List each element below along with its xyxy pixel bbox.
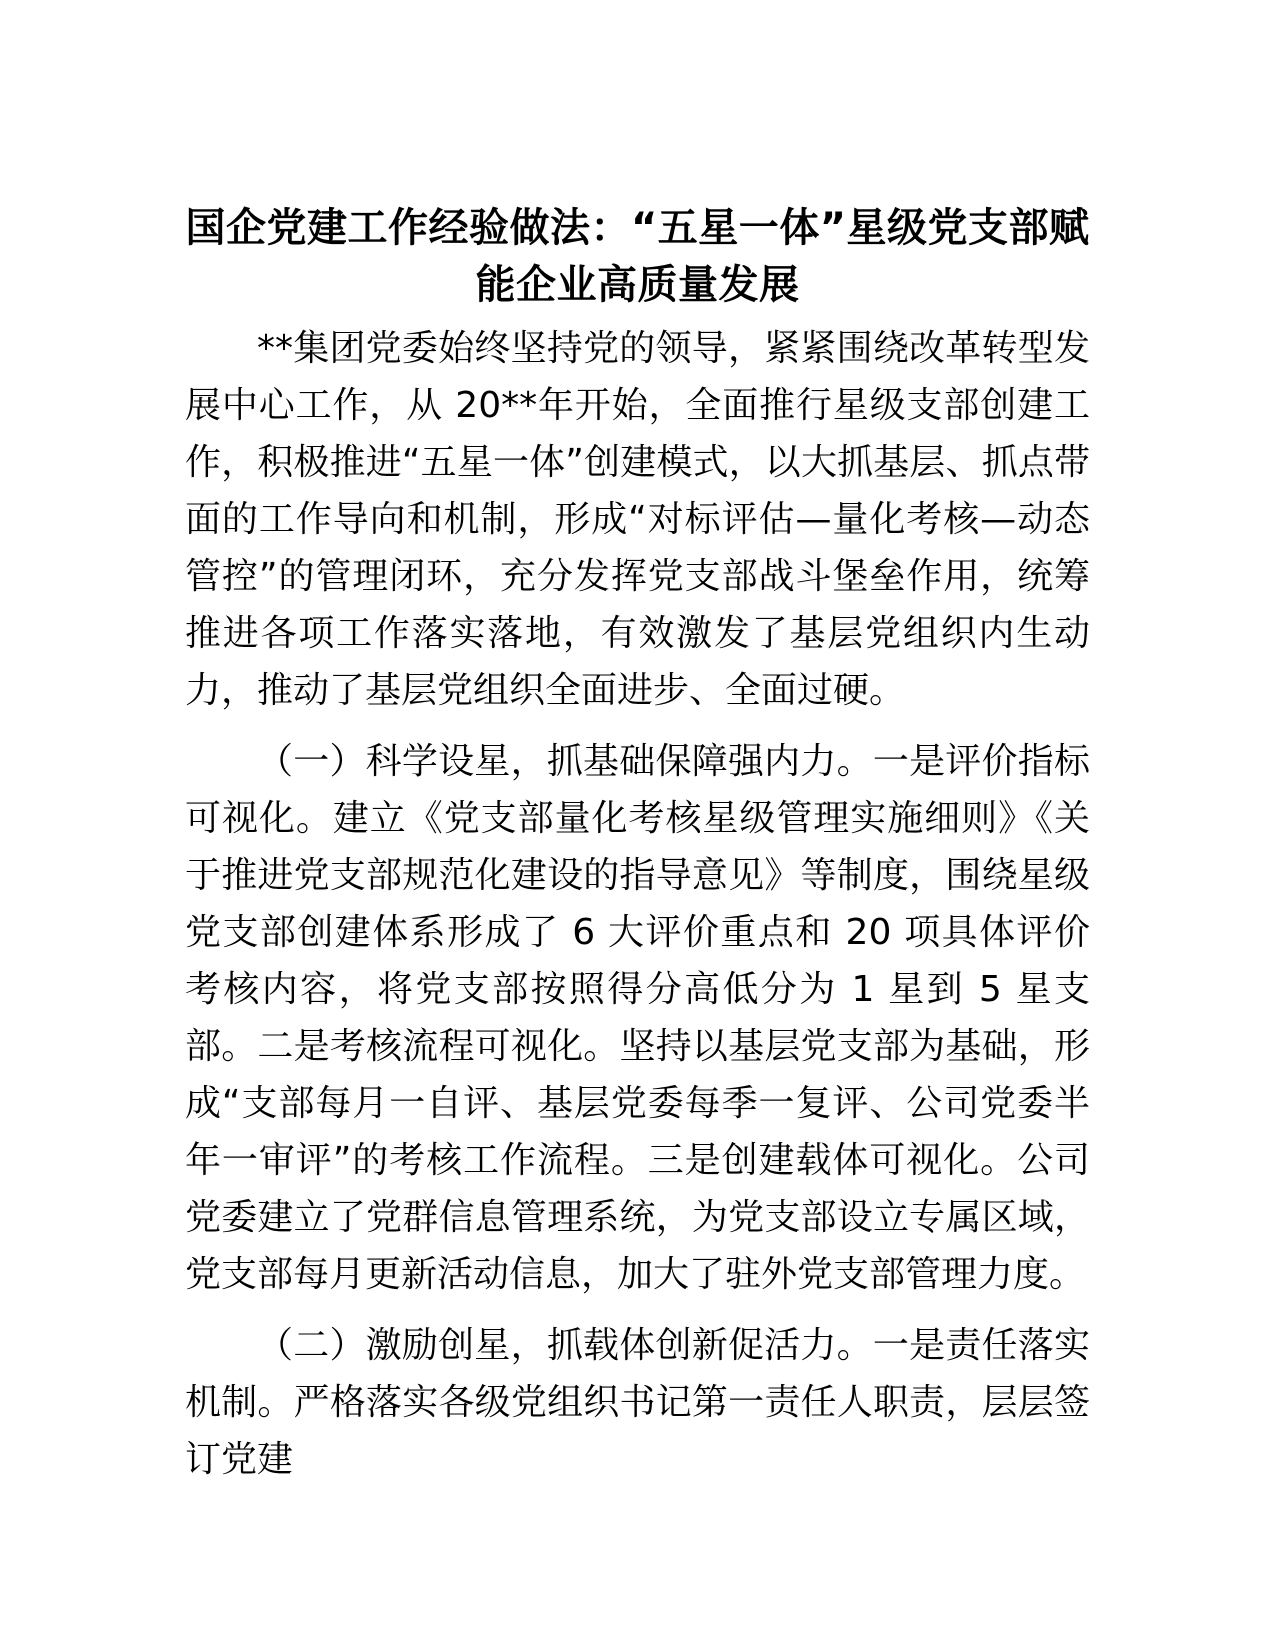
document-body	[185, 320, 1090, 1488]
paragraph-section-one: （一）科学设星，抓基础保障强内力。一是评价指标可视化。建立《党支部量化考核星级管理实施细则》《关于推进党支部规范化建设的指导意见》等制度，围绕星级党支部创建体系形成了 6 大评价重点和 20 项具体评价考核内容，将党支部按照得分高低分为 1 星到 5 星支部。二是考核流程可视化。坚持以基层党支部为基础，形成“支部每月一自评、基层党委每季一复评、公司党委半年一审评”的考核工作流程。三是创建载体可视化。公司党委建立了党群信息管理系统，为党支部设立专属区域，党支部每月更新活动信息，加大了驻外党支部管理力度。	[185, 741, 1090, 1295]
page-title: 国企党建工作经验做法：“五星一体”星级党支部赋能企业高质量发展	[185, 205, 1090, 308]
paragraph-intro: **集团党委始终坚持党的领导，紧紧围绕改革转型发展中心工作，从 20**年开始，全面推行星级支部创建工作，积极推进“五星一体”创建模式，以大抓基层、抓点带面的工作导向和机制，形成“对标评估—量化考核—动态管控”的管理闭环，充分发挥党支部战斗堡垒作用，统筹推进各项工作落实落地，有效激发了基层党组织内生动力，推动了基层党组织全面进步、全面过硬。	[185, 328, 1090, 711]
paragraph-section-two: （二）激励创星，抓载体创新促活力。一是责任落实机制。严格落实各级党组织书记第一责任人职责，层层签订党建	[185, 1325, 1090, 1480]
